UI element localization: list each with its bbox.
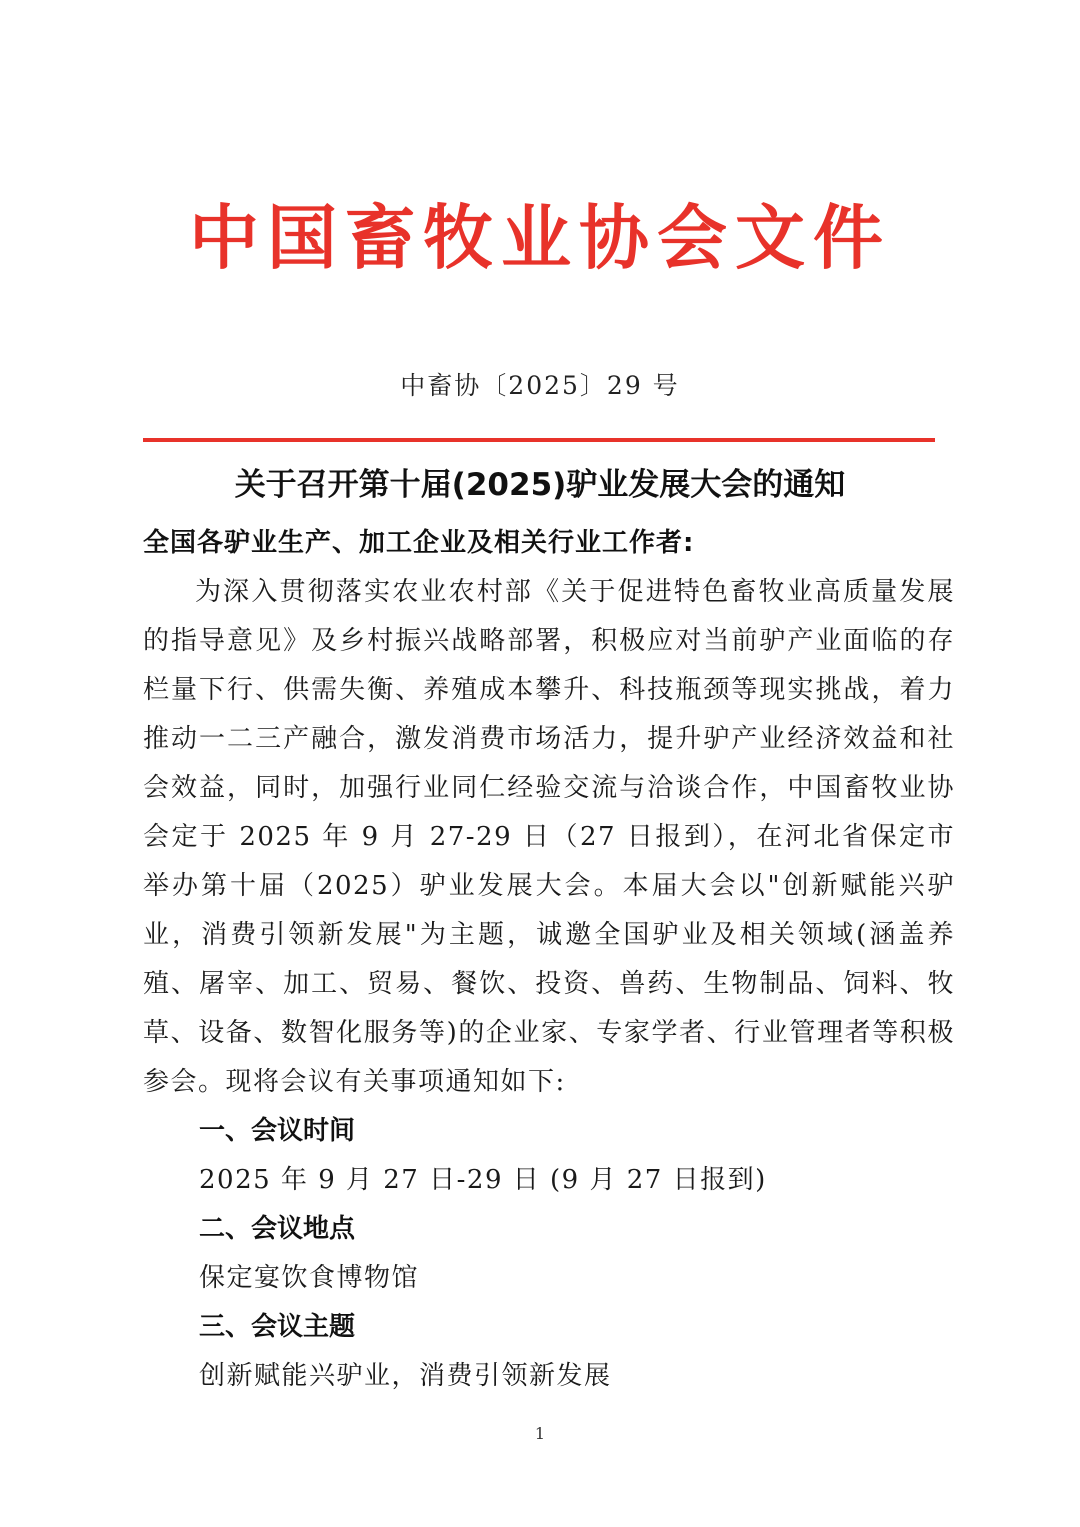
section-heading: 三、会议主题: [199, 1312, 356, 1342]
section-meeting-time: [143, 1107, 955, 1205]
section-content: 2025 年 9 月 27 日-29 日 (9 月 27 日报到): [199, 1165, 767, 1195]
notice-body: [143, 518, 955, 1401]
intro-paragraph: 为深入贯彻落实农业农村部《关于促进特色畜牧业高质量发展的指导意见》及乡村振兴战略部署，积极应对当前驴产业面临的存栏量下行、供需失衡、养殖成本攀升、科技瓶颈等现实挑战，着力推动一二三产融合，激发消费市场活力，提升驴产业经济效益和社会效益，同时，加强行业同仁经验交流与洽谈合作，中国畜牧业协会定于 2025 年 9 月 27-29 日（27 日报到），在河北省保定市举办第十届（2025）驴业发展大会。本届大会以"创新赋能兴驴业，消费引领新发展"为主题，诚邀全国驴业及相关领域(涵盖养殖、屠宰、加工、贸易、餐饮、投资、兽药、生物制品、饲料、牧草、设备、数智化服务等)的企业家、专家学者、行业管理者等积极参会。现将会议有关事项通知如下:: [143, 577, 955, 1097]
document-number: 中畜协〔2025〕29 号: [400, 371, 680, 400]
org-header-title: 中国畜牧业协会文件: [189, 197, 891, 279]
section-meeting-theme: [143, 1303, 955, 1401]
page-number: 1: [534, 1424, 546, 1443]
red-divider-line: [143, 438, 935, 442]
section-heading: 一、会议时间: [199, 1116, 356, 1146]
section-content: 保定宴饮食博物馆: [199, 1263, 420, 1293]
addressee-line: 全国各驴业生产、加工企业及相关行业工作者:: [143, 528, 695, 558]
section-meeting-venue: [143, 1205, 955, 1303]
section-heading: 二、会议地点: [199, 1214, 356, 1244]
section-content: 创新赋能兴驴业，消费引领新发展: [199, 1361, 612, 1391]
notice-title: 关于召开第十届(2025)驴业发展大会的通知: [234, 467, 846, 503]
